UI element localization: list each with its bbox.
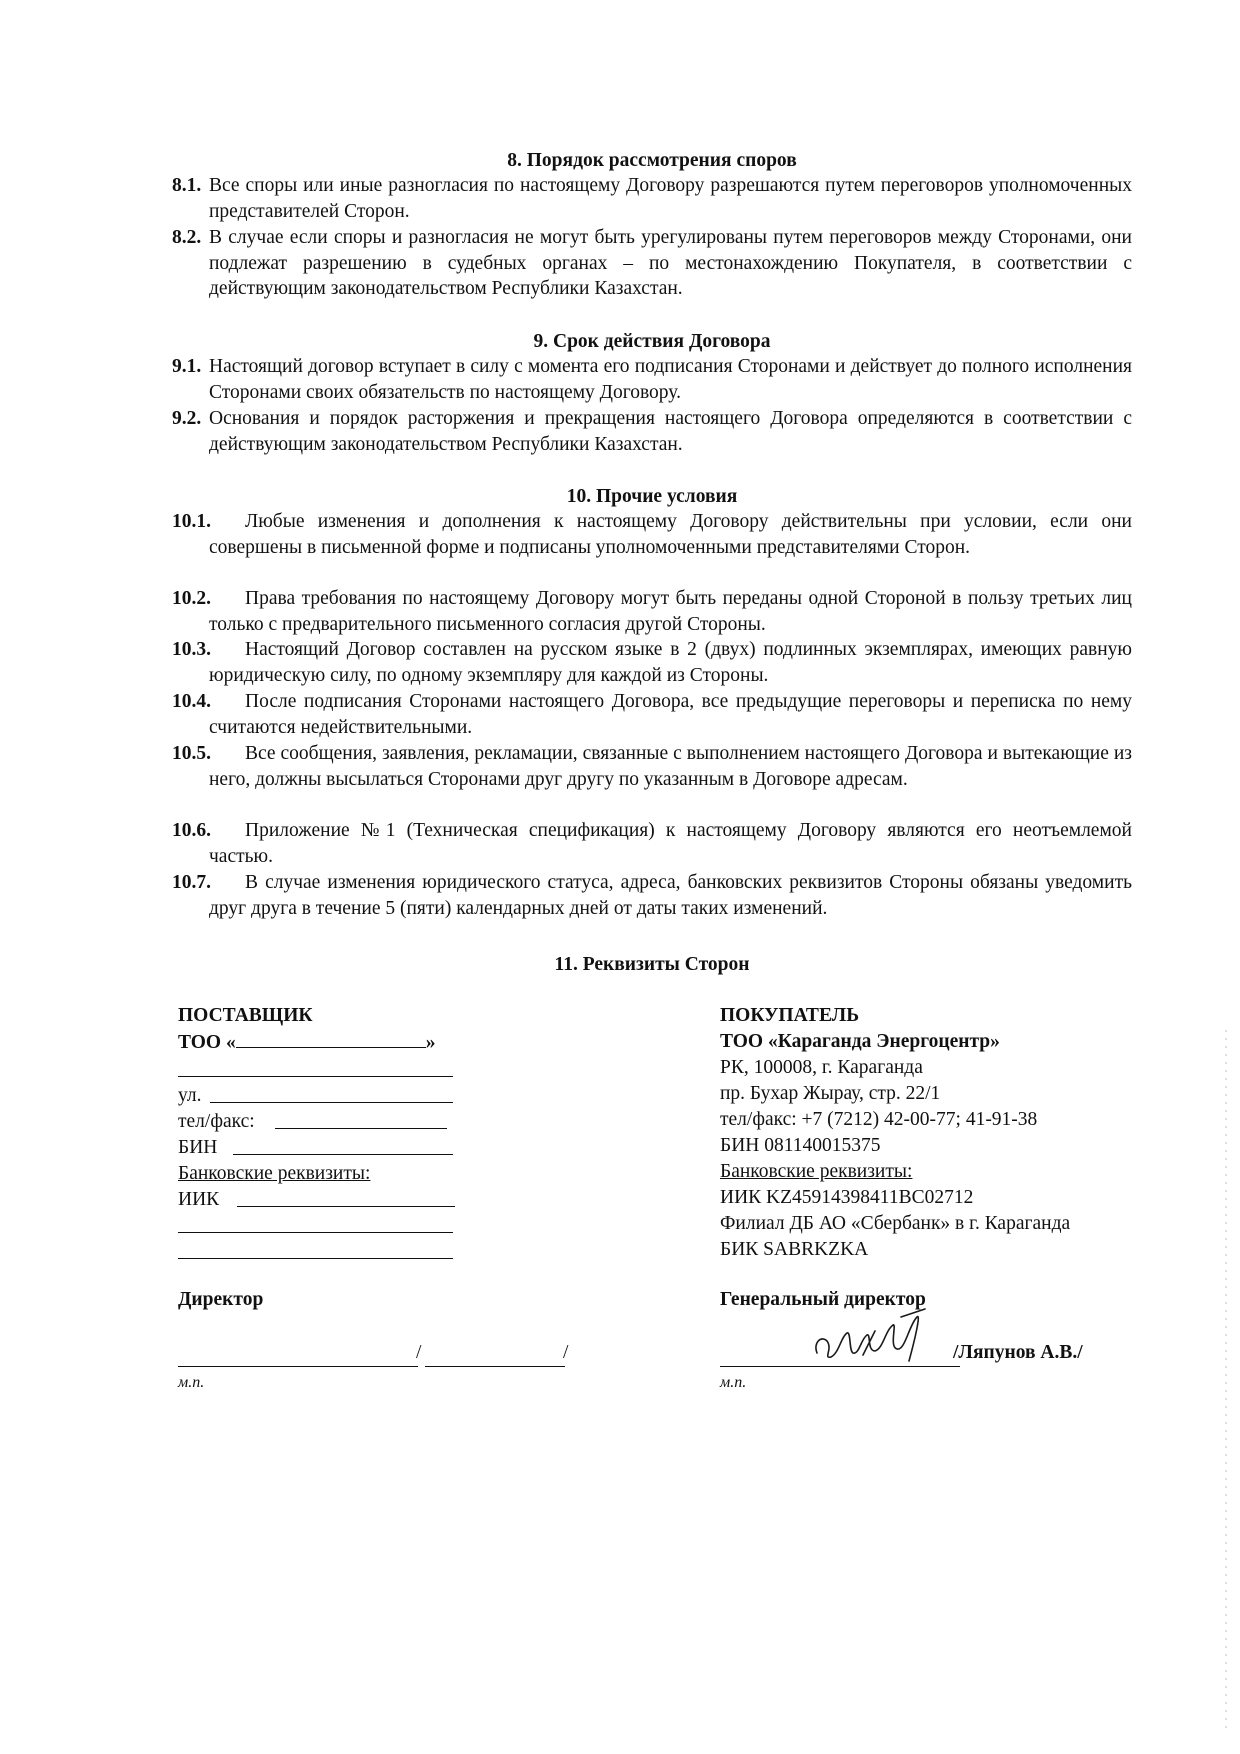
clause-text: В случае если споры и разногласия не могут быть урегулированы путем переговоров между Сторонами, они подлежат разрешению в судебных органах – по местонахождению Покупателя, в соответствии с действующим законодательством Республики Казахстан. [209,227,1132,299]
buyer-address-1: РК, 100008, г. Караганда [720,1057,923,1078]
clause-number: 8.2. [172,227,202,248]
clause-9-1 [172,354,1132,405]
section-9-title: 9. Срок действия Договора [533,331,771,352]
clause-number: 9.1. [172,356,202,377]
supplier-position: Директор [178,1289,264,1310]
clause-text: Права требования по настоящему Договору могут быть переданы одной Стороной в пользу третьих лиц только с предварительного письменного согласия другой Стороны. [209,588,1132,635]
supplier-sign-sep-2: / [563,1342,569,1363]
supplier-company-blank [236,1029,426,1048]
supplier-iik-line [237,1206,455,1207]
supplier-bin-line [233,1154,453,1155]
clause-10-5 [172,741,1132,792]
supplier-company-suffix: » [425,1032,436,1053]
clause-8-1 [172,173,1132,224]
supplier-phone [178,1109,478,1135]
clause-10-3 [172,637,1132,688]
signature-icon [805,1295,955,1375]
clause-10-6 [172,818,1132,869]
buyer-bank-name: Филиал ДБ АО «Сбербанк» в г. Караганда [720,1213,1071,1234]
supplier-name-line [425,1366,565,1367]
supplier-street-label: ул. [178,1085,202,1106]
clause-number: 9.2. [172,408,202,429]
buyer-address-2: пр. Бухар Жырау, стр. 22/1 [720,1083,941,1104]
supplier-street [178,1083,478,1109]
buyer-bik: БИК SABRKZKA [720,1239,869,1260]
section-10-title: 10. Прочие условия [566,486,738,507]
supplier-bin [178,1135,478,1161]
supplier-phone-label: тел/факс: [178,1111,255,1132]
section-11-title: 11. Реквизиты Сторон [554,954,750,975]
clause-text: После подписания Сторонами настоящего Договора, все предыдущие переговоры и переписка по нему считаются недействительными. [209,691,1132,738]
clause-number: 10.6. [172,820,211,841]
clause-text: Все споры или иные разногласия по настоящему Договору разрешаются путем переговоров уполномоченных представителей Сторон. [209,175,1132,222]
supplier-block [178,1003,478,1055]
supplier-company [178,1029,478,1055]
supplier-bin-label: БИН [178,1137,218,1158]
supplier-iik [178,1187,478,1213]
buyer-stamp-label: м.п. [720,1374,747,1391]
supplier-stamp-label: м.п. [178,1374,205,1391]
buyer-block [720,1003,1160,1263]
clause-text: В случае изменения юридического статуса, адреса, банковских реквизитов Стороны обязаны уведомить друг друга в течение 5 (пяти) календарных дней от даты таких изменений. [209,872,1132,919]
supplier-bank-label: Банковские реквизиты: [178,1163,371,1184]
supplier-street-line [210,1102,453,1103]
buyer-bank-label: Банковские реквизиты: [720,1161,913,1182]
clause-9-2 [172,406,1132,457]
buyer-signer: /Ляпунов А.В./ [953,1342,1083,1363]
clause-text: Все сообщения, заявления, рекламации, связанные с выполнением настоящего Договора и вытекающие из него, должны высылаться Сторонами друг другу по указанным в Договоре адресам. [209,743,1132,790]
supplier-sign-sep-1: / [416,1342,422,1363]
clause-number: 10.4. [172,691,211,712]
clause-text: Настоящий договор вступает в силу с момента его подписания Сторонами и действует до полного исполнения Сторонами своих обязательств по настоящему Договору. [209,356,1132,403]
buyer-bin: БИН 081140015375 [720,1135,881,1156]
section-8-title: 8. Порядок рассмотрения споров [507,150,797,171]
clause-text: Приложение №1 (Техническая спецификация) к настоящему Договору являются его неотъемлемой частью. [209,820,1132,867]
buyer-position: Генеральный директор [720,1289,926,1310]
supplier-company-prefix: ТОО « [178,1032,236,1053]
supplier-signature-line [178,1366,418,1367]
buyer-heading: ПОКУПАТЕЛЬ [720,1005,860,1026]
clause-number: 10.1. [172,511,211,532]
supplier-phone-line [275,1128,447,1129]
buyer-iik: ИИК KZ45914398411BC02712 [720,1187,974,1208]
clause-8-2 [172,225,1132,302]
clause-text: Настоящий Договор составлен на русском языке в 2 (двух) подлинных экземплярах, имеющих равную юридическую силу, по одному экземпляру для каждой из Стороны. [209,639,1132,686]
clause-number: 8.1. [172,175,202,196]
clause-number: 10.2. [172,588,211,609]
clause-10-2 [172,586,1132,637]
clause-number: 10.7. [172,872,211,893]
supplier-iik-label: ИИК [178,1189,220,1210]
clause-text: Любые изменения и дополнения к настоящему Договору действительны при условии, если они совершены в письменной форме и подписаны уполномоченными представителями Сторон. [209,511,1132,558]
clause-number: 10.3. [172,639,211,660]
supplier-heading: ПОСТАВЩИК [178,1005,313,1026]
clause-10-4 [172,689,1132,740]
supplier-bank-line-1 [178,1232,453,1233]
clause-number: 10.5. [172,743,211,764]
buyer-phone: тел/факс: +7 (7212) 42-00-77; 41-91-38 [720,1109,1038,1130]
clause-10-7 [172,870,1132,921]
supplier-blank-line [178,1076,453,1077]
supplier-bank-line-2 [178,1258,453,1259]
clause-text: Основания и порядок расторжения и прекращения настоящего Договора определяются в соответствии с действующим законодательством Республики Казахстан. [209,408,1132,455]
scan-edge-artifact-icon [1222,1030,1230,1730]
clause-10-1 [172,509,1132,560]
buyer-company: ТОО «Караганда Энергоцентр» [720,1031,1000,1052]
